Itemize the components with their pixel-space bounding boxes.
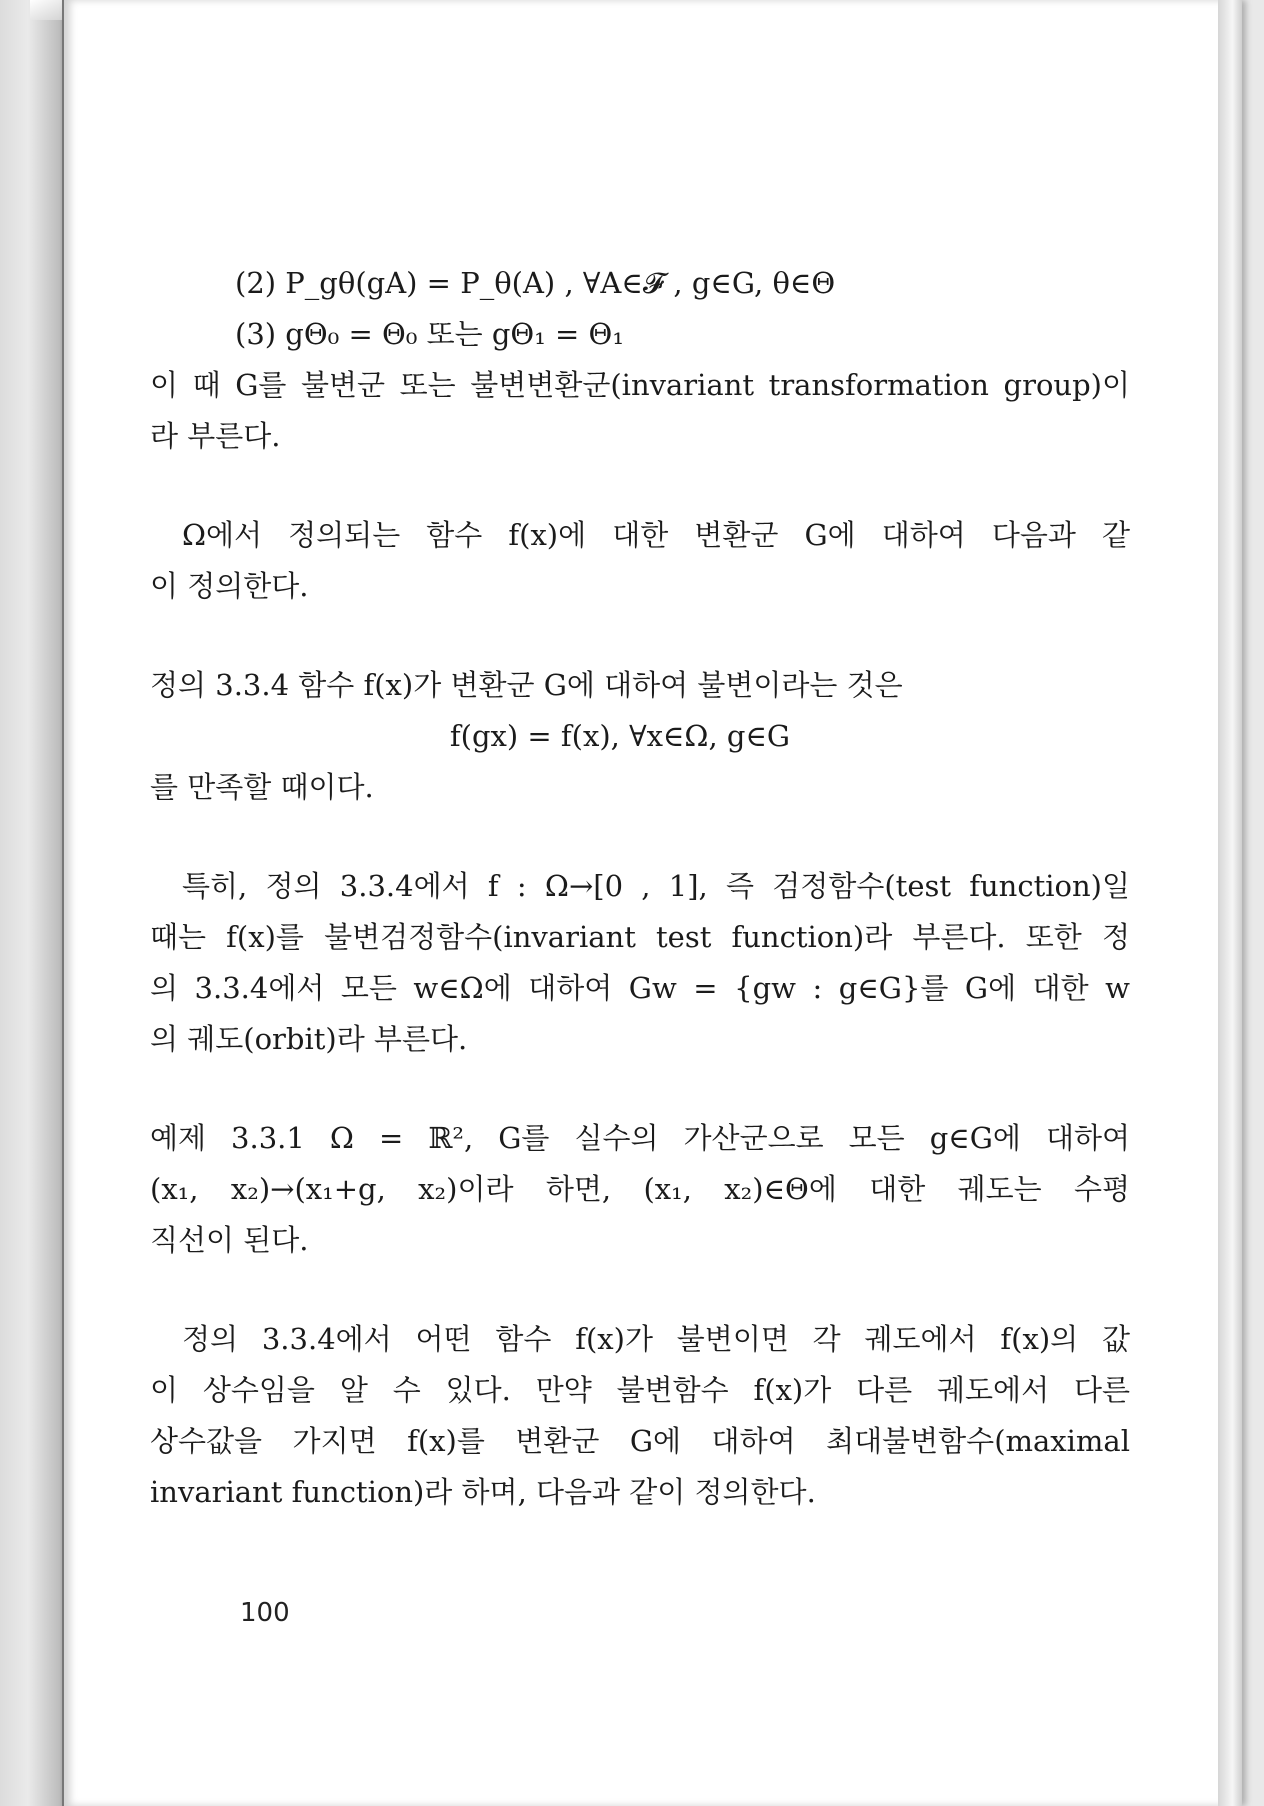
para3-line3: 의 3.3.4에서 모든 w∈Ω에 대하여 Gw = {gw : g∈G}를 G에 대한 w [150,971,1130,1005]
definition-line3: 를 만족할 때이다. [150,770,374,804]
para4-line4: invariant function)라 하며, 다음과 같이 정의한다. [150,1475,816,1509]
example-heading: 예제 3.3.1 Ω = ℝ², G를 실수의 가산군으로 모든 g∈G에 대하여 [150,1121,1130,1155]
page-number: 100 [240,1598,290,1628]
para2-line2: 이 정의한다. [150,569,309,603]
book-spine [0,0,70,1806]
paragraph-gap [150,612,1130,660]
example-line2: (x₁, x₂)→(x₁+g, x₂)이라 하면, (x₁, x₂)∈Θ에 대한 궤도는 수평 [150,1172,1130,1206]
formula-3: (3) gΘ₀ = Θ₀ 또는 gΘ₁ = Θ₁ [235,317,624,351]
page-body [150,258,1130,1518]
page-edge [1218,0,1242,1806]
paragraph-gap [150,813,1130,861]
definition-formula: f(gx) = f(x), ∀x∈Ω, g∈G [449,719,791,753]
paragraph-gap [150,1266,1130,1314]
para2-line1: Ω에서 정의되는 함수 f(x)에 대한 변환군 G에 대하여 다음과 같 [182,518,1130,552]
para3-line1: 특히, 정의 3.3.4에서 f : Ω→[0 , 1], 즉 검정함수(test function)일 [182,869,1130,903]
paragraph-gap [150,1065,1130,1113]
example-line3: 직선이 된다. [150,1223,309,1257]
formula-2: (2) P_gθ(gA) = P_θ(A) , ∀A∈𝓕 , g∈G, θ∈Θ [235,266,836,300]
paragraph-gap [150,462,1130,510]
para4-line2: 이 상수임을 알 수 있다. 만약 불변함수 f(x)가 다른 궤도에서 다른 [150,1373,1130,1407]
para4-line1: 정의 3.3.4에서 어떤 함수 f(x)가 불변이면 각 궤도에서 f(x)의 값 [182,1322,1130,1356]
para4-line3: 상수값을 가지면 f(x)를 변환군 G에 대하여 최대불변함수(maximal [150,1424,1130,1458]
para3-line2: 때는 f(x)를 불변검정함수(invariant test function)라 부른다. 또한 정 [150,920,1130,954]
para1-line1: 이 때 G를 불변군 또는 불변변환군(invariant transformation group)이 [150,368,1130,402]
para3-line4: 의 궤도(orbit)라 부른다. [150,1022,468,1056]
definition-heading: 정의 3.3.4 함수 f(x)가 변환군 G에 대하여 불변이라는 것은 [150,668,903,702]
para1-line2: 라 부른다. [150,419,281,453]
